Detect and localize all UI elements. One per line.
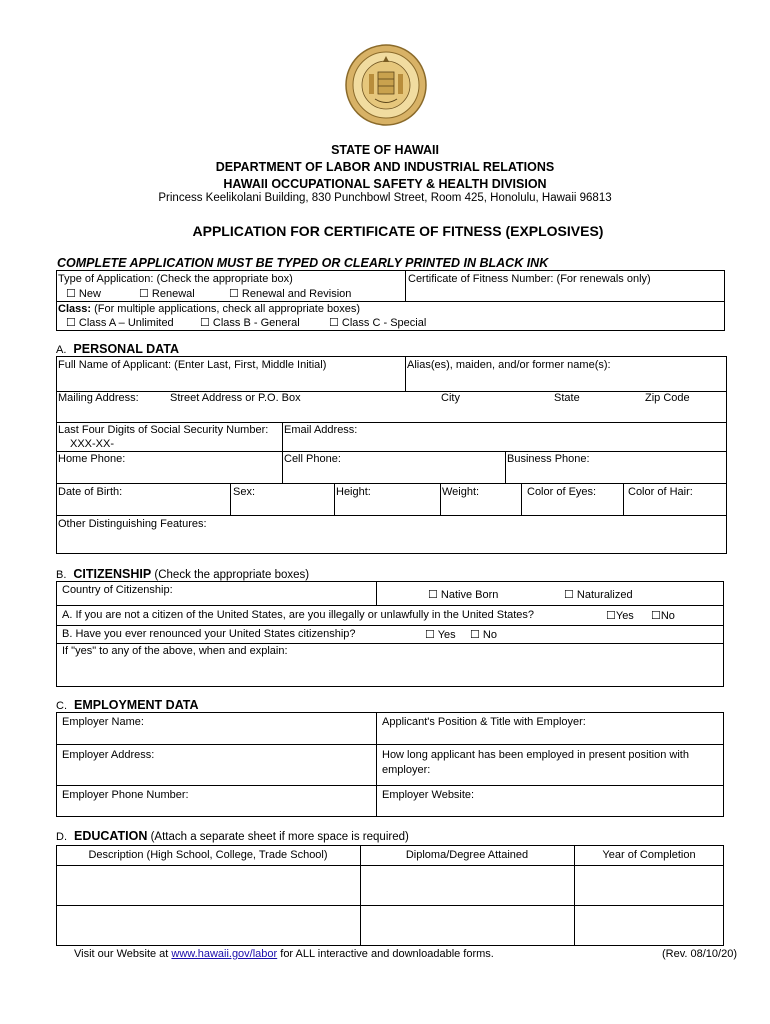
question-a: A. If you are not a citizen of the United States, are you illegally or unlawfully in the United States? bbox=[62, 609, 535, 621]
country-label: Country of Citizenship: bbox=[62, 584, 173, 596]
cert-number-label: Certificate of Fitness Number: (For renewals only) bbox=[408, 273, 651, 285]
how-long-label-1: How long applicant has been employed in present position with bbox=[382, 749, 689, 761]
dob-label: Date of Birth: bbox=[58, 486, 123, 498]
checkbox-q-a-no[interactable]: ☐No bbox=[651, 610, 675, 622]
footer-website-note: Visit our Website at www.hawaii.gov/labor for ALL interactive and downloadable forms. bbox=[74, 948, 494, 960]
checkbox-q-a-yes[interactable]: ☐Yes bbox=[606, 610, 634, 622]
state-seal bbox=[345, 44, 427, 126]
employer-address-label: Employer Address: bbox=[62, 749, 155, 761]
section-citizenship-heading: B. CITIZENSHIP (Check the appropriate boxes) bbox=[56, 567, 310, 581]
checkbox-q-b-yes[interactable]: ☐ Yes bbox=[425, 629, 456, 641]
checkbox-class-a[interactable]: ☐ Class A – Unlimited bbox=[66, 317, 174, 329]
how-long-label-2: employer: bbox=[382, 764, 431, 776]
home-phone-label: Home Phone: bbox=[58, 453, 126, 465]
height-label: Height: bbox=[336, 486, 371, 498]
checkbox-renewal-revision[interactable]: ☐ Renewal and Revision bbox=[229, 288, 352, 300]
question-b: B. Have you ever renounced your United States citizenship? bbox=[62, 628, 356, 640]
header-department: DEPARTMENT OF LABOR AND INDUSTRIAL RELATIONS bbox=[215, 160, 555, 174]
state-label: State bbox=[554, 392, 580, 404]
checkbox-q-b-no[interactable]: ☐ No bbox=[470, 629, 497, 641]
aliases-label: Alias(es), maiden, and/or former name(s): bbox=[407, 359, 611, 371]
business-phone-label: Business Phone: bbox=[507, 453, 590, 465]
city-label: City bbox=[441, 392, 460, 404]
application-type-label: Type of Application: (Check the appropriate box) bbox=[58, 273, 293, 285]
column-diploma: Diploma/Degree Attained bbox=[405, 849, 529, 861]
section-personal-heading: A. PERSONAL DATA bbox=[56, 342, 179, 356]
cell-phone-label: Cell Phone: bbox=[284, 453, 341, 465]
employer-website-label: Employer Website: bbox=[382, 789, 475, 801]
employer-name-label: Employer Name: bbox=[62, 716, 144, 728]
weight-label: Weight: bbox=[442, 486, 480, 498]
checkbox-class-b[interactable]: ☐ Class B - General bbox=[200, 317, 300, 329]
column-description: Description (High School, College, Trade School) bbox=[88, 849, 328, 861]
checkbox-renewal[interactable]: ☐ Renewal bbox=[139, 288, 195, 300]
zip-label: Zip Code bbox=[645, 392, 690, 404]
form-title: APPLICATION FOR CERTIFICATE OF FITNESS (EXPLOSIVES) bbox=[192, 223, 604, 239]
eye-color-label: Color of Eyes: bbox=[527, 486, 597, 498]
checkbox-new[interactable]: ☐ New bbox=[66, 288, 101, 300]
full-name-label: Full Name of Applicant: (Enter Last, First, Middle Initial) bbox=[58, 359, 327, 371]
features-label: Other Distinguishing Features: bbox=[58, 518, 207, 530]
employer-phone-label: Employer Phone Number: bbox=[62, 789, 189, 801]
email-label: Email Address: bbox=[284, 424, 358, 436]
ssn-label: Last Four Digits of Social Security Number: bbox=[58, 424, 269, 436]
section-education-heading: D. EDUCATION (Attach a separate sheet if more space is required) bbox=[56, 829, 409, 843]
class-label: Class: (For multiple applications, check all appropriate boxes) bbox=[58, 303, 361, 315]
ssn-mask: XXX-XX- bbox=[70, 438, 115, 450]
section-employment-heading: C. EMPLOYMENT DATA bbox=[56, 698, 199, 712]
hair-color-label: Color of Hair: bbox=[628, 486, 693, 498]
checkbox-native-born[interactable]: ☐ Native Born bbox=[428, 589, 499, 601]
header-state: STATE OF HAWAII bbox=[331, 143, 439, 157]
revision-date: (Rev. 08/10/20) bbox=[662, 948, 738, 960]
website-link[interactable]: www.hawaii.gov/labor bbox=[171, 948, 278, 960]
header-address: Princess Keelikolani Building, 830 Punchbowl Street, Room 425, Honolulu, Hawaii 96813 bbox=[158, 192, 612, 204]
header-division: HAWAII OCCUPATIONAL SAFETY & HEALTH DIVISION bbox=[223, 177, 547, 191]
typing-notice: COMPLETE APPLICATION MUST BE TYPED OR CLEARLY PRINTED IN BLACK INK bbox=[57, 256, 549, 270]
position-label: Applicant's Position & Title with Employer: bbox=[382, 716, 586, 728]
mailing-address-label: Mailing Address: bbox=[58, 392, 139, 404]
checkbox-naturalized[interactable]: ☐ Naturalized bbox=[564, 589, 633, 601]
sex-label: Sex: bbox=[233, 486, 256, 498]
column-year: Year of Completion bbox=[602, 849, 696, 861]
street-label: Street Address or P.O. Box bbox=[170, 392, 301, 404]
explain-label: If "yes" to any of the above, when and explain: bbox=[62, 645, 288, 657]
checkbox-class-c[interactable]: ☐ Class C - Special bbox=[329, 317, 427, 329]
